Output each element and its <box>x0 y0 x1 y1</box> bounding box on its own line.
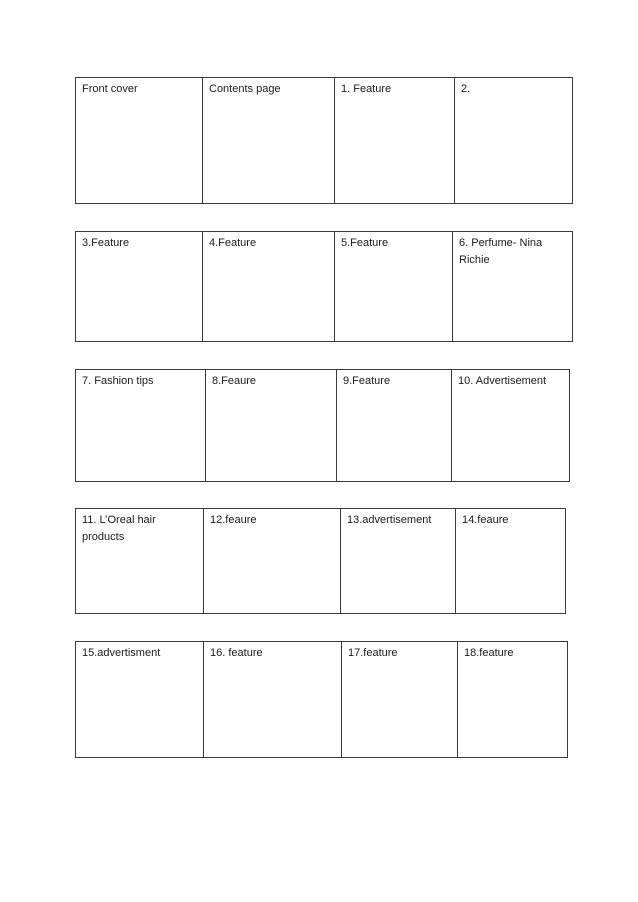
table-cell: Front cover <box>76 78 203 204</box>
table-cell: 3.Feature <box>76 232 203 342</box>
table-cell: 6. Perfume- Nina Richie <box>453 232 573 342</box>
table-cell: 13.advertisement <box>341 509 456 614</box>
page-plan-table-2 <box>75 231 573 342</box>
table-row <box>76 509 566 614</box>
table-cell: Contents page <box>203 78 335 204</box>
table-cell: 7. Fashion tips <box>76 370 206 482</box>
page-plan-table-4 <box>75 508 566 614</box>
table-cell: 18.feature <box>458 642 568 758</box>
table-cell: 4.Feature <box>203 232 335 342</box>
page-plan-table-5 <box>75 641 568 758</box>
table-cell: 2. <box>455 78 573 204</box>
table-cell: 5.Feature <box>335 232 453 342</box>
page-plan-table-1 <box>75 77 573 204</box>
table-cell: 1. Feature <box>335 78 455 204</box>
table-row <box>76 642 568 758</box>
page-plan-table-3 <box>75 369 570 482</box>
table-cell: 14.feaure <box>456 509 566 614</box>
table-cell: 17.feature <box>342 642 458 758</box>
table-cell: 8.Feaure <box>206 370 337 482</box>
table-cell: 16. feature <box>204 642 342 758</box>
table-cell: 11. L’Oreal hair products <box>76 509 204 614</box>
table-cell: 9.Feature <box>337 370 452 482</box>
table-cell: 12.feaure <box>204 509 341 614</box>
table-cell: 15.advertisment <box>76 642 204 758</box>
table-cell: 10. Advertisement <box>452 370 570 482</box>
table-row <box>76 370 570 482</box>
table-row <box>76 232 573 342</box>
table-row <box>76 78 573 204</box>
